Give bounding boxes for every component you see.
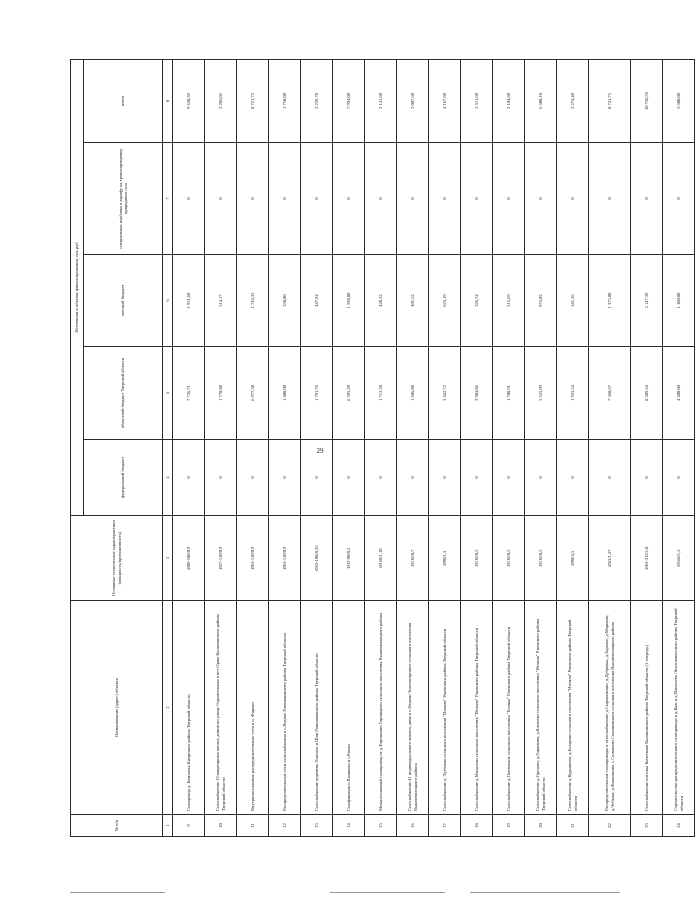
table-row bbox=[461, 59, 493, 836]
cell-total: 2 274,40 bbox=[557, 59, 589, 142]
cell-regional: 1 400,00 bbox=[269, 347, 301, 440]
cell-other: 0 bbox=[365, 143, 397, 255]
cell-federal: 0 bbox=[333, 440, 365, 516]
cell-name: Внутрипоселковые распределительные сети в п. Фирово bbox=[237, 601, 269, 815]
cell-federal: 0 bbox=[205, 440, 237, 516]
cell-total: 2 104,60 bbox=[493, 59, 525, 142]
table-row bbox=[365, 59, 397, 836]
cell-other: 0 bbox=[301, 143, 333, 255]
cell-name: Газопровод д. Камчатка Кимрского района Тверской области bbox=[173, 601, 205, 815]
cell-federal: 0 bbox=[397, 440, 429, 516]
cell-spec: Ø110/0,5 bbox=[525, 516, 557, 601]
cell-federal: 0 bbox=[461, 440, 493, 516]
cell-num: 11 bbox=[237, 815, 269, 837]
scan-edge-line bbox=[70, 892, 165, 893]
cell-spec: Ø110/0,5 bbox=[493, 516, 525, 601]
cell-private: 315,69 bbox=[493, 255, 525, 347]
cell-total: 5 500,00 bbox=[663, 59, 695, 142]
financing-table bbox=[70, 59, 695, 837]
financing-table-rotated bbox=[70, 60, 684, 837]
cell-other: 0 bbox=[397, 143, 429, 255]
cell-federal: 0 bbox=[429, 440, 461, 516]
cell-total: 2 007,60 bbox=[397, 59, 429, 142]
header-total: итого bbox=[84, 59, 163, 142]
cell-total: 9 658,39 bbox=[173, 59, 205, 142]
header-num: № п/п bbox=[71, 815, 163, 837]
column-number: 7 bbox=[163, 143, 173, 255]
cell-other: 0 bbox=[461, 143, 493, 255]
cell-federal: 0 bbox=[557, 440, 589, 516]
column-number: 8 bbox=[163, 59, 173, 142]
cell-name: Строительство распределительного газопровода к д.Каж и д.Михалево Лихославльского района Тверской области bbox=[663, 601, 695, 815]
cell-regional: 1 791,76 bbox=[301, 347, 333, 440]
cell-private: 1 373,08 bbox=[589, 255, 631, 347]
cell-federal: 0 bbox=[269, 440, 301, 516]
cell-name: Газоснабжение д.Курьяново, д.Бозарино сельского поселения "Итомля" Ржевского района Тверской области bbox=[557, 601, 589, 815]
table-row bbox=[525, 59, 557, 836]
cell-spec: Ø160/1,5 bbox=[663, 516, 695, 601]
cell-spec: Ø63-110/0,9 bbox=[269, 516, 301, 601]
cell-regional: 1 933,24 bbox=[557, 347, 589, 440]
column-number: 1 bbox=[163, 815, 173, 837]
cell-total: 8 741,75 bbox=[589, 59, 631, 142]
cell-num: 16 bbox=[397, 815, 429, 837]
cell-private: 526,74 bbox=[461, 255, 493, 347]
cell-num: 23 bbox=[631, 815, 663, 837]
cell-other: 0 bbox=[663, 143, 695, 255]
column-number: 5 bbox=[163, 347, 173, 440]
cell-private: 447,94 bbox=[301, 255, 333, 347]
cell-total: 6 500,10 bbox=[525, 59, 557, 142]
cell-num: 19 bbox=[493, 815, 525, 837]
cell-spec: Ø63-110/0,9 bbox=[237, 516, 269, 601]
cell-federal: 0 bbox=[631, 440, 663, 516]
cell-regional: 7 726,71 bbox=[173, 347, 205, 440]
cell-spec: Ø63-108/0,35 bbox=[301, 516, 333, 601]
cell-private: 1 744,35 bbox=[237, 255, 269, 347]
cell-name: Газификация п.Вышково и г.Ржево bbox=[333, 601, 365, 815]
cell-num: 24 bbox=[663, 815, 695, 837]
cell-regional: 1 712,28 bbox=[365, 347, 397, 440]
cell-private: 625,19 bbox=[429, 255, 461, 347]
cell-spec: Ø160/1,18 bbox=[365, 516, 397, 601]
cell-federal: 0 bbox=[663, 440, 695, 516]
cell-name: Газоснабжение д.Орехово, д.Горшково, д.Клешево сельского поселения "Итомля" Ржевского района Тверской области bbox=[525, 601, 557, 815]
cell-private: 350,00 bbox=[269, 255, 301, 347]
cell-spec: Ø63/1,37 bbox=[589, 516, 631, 601]
cell-name: Распределительные сети газоснабжения в с.Ведное Рамешковского района Тверской области bbox=[269, 601, 301, 815]
header-name: Наименование (адрес) объекта bbox=[71, 601, 163, 815]
cell-other: 0 bbox=[269, 143, 301, 255]
cell-private: 1 100,00 bbox=[663, 255, 695, 347]
table-row bbox=[663, 59, 695, 836]
cell-total: 3 511,60 bbox=[461, 59, 493, 142]
cell-num: 10 bbox=[205, 815, 237, 837]
cell-other: 0 bbox=[237, 143, 269, 255]
table-row bbox=[493, 59, 525, 836]
cell-spec: Ø63-315/1,8 bbox=[631, 516, 663, 601]
cell-name: Газоснабжение д. Тутблево сельского поселения "Итомля" Ржевского района Тверской области bbox=[429, 601, 461, 815]
header-regional: областной бюджет Тверской области bbox=[84, 347, 163, 440]
cell-total: 2 239,70 bbox=[301, 59, 333, 142]
cell-federal: 0 bbox=[589, 440, 631, 516]
page-number: 29 bbox=[316, 447, 324, 455]
cell-regional: 2 984,86 bbox=[461, 347, 493, 440]
cell-regional: 6 977,38 bbox=[237, 347, 269, 440]
cell-num: 14 bbox=[333, 815, 365, 837]
cell-name: Газоснабжение 41 индивидуального жилого дома в с.Федово Зеленогорского сельского поселения Вышневолоцкого района bbox=[397, 601, 429, 815]
column-number: 3 bbox=[163, 516, 173, 601]
cell-num: 22 bbox=[589, 815, 631, 837]
cell-private: 975,02 bbox=[525, 255, 557, 347]
cell-federal: 0 bbox=[493, 440, 525, 516]
cell-regional: 1 770,88 bbox=[205, 347, 237, 440]
cell-num: 17 bbox=[429, 815, 461, 837]
cell-regional: 5 525,09 bbox=[525, 347, 557, 440]
cell-num: 13 bbox=[301, 815, 333, 837]
cell-other: 0 bbox=[525, 143, 557, 255]
cell-name: Распределительные газопроводы к газоснабжению д.Сыроваткино, д.Дубровка, д.Зарочье, д.Марьино, д.Чебыки, д.Филиппово, с.Солошево Солошевского сельского поселения Вышневолоцкого района bbox=[589, 601, 631, 815]
cell-num: 21 bbox=[557, 815, 589, 837]
header-sources-group: Источники и объемы финансирования, тыс.руб bbox=[71, 59, 84, 515]
cell-federal: 0 bbox=[173, 440, 205, 516]
cell-total: 4 167,90 bbox=[429, 59, 461, 142]
table-row bbox=[173, 59, 205, 836]
cell-num: 15 bbox=[365, 815, 397, 837]
cell-total: 8 721,73 bbox=[237, 59, 269, 142]
cell-total: 2 285,05 bbox=[205, 59, 237, 142]
column-number: 2 bbox=[163, 601, 173, 815]
cell-total: 1 750,00 bbox=[269, 59, 301, 142]
cell-private: 428,32 bbox=[365, 255, 397, 347]
cell-spec: Ø90/1,3 bbox=[429, 516, 461, 601]
cell-num: 18 bbox=[461, 815, 493, 837]
table-row bbox=[429, 59, 461, 836]
cell-spec: Ø32-90/0,3 bbox=[333, 516, 365, 601]
cell-num: 12 bbox=[269, 815, 301, 837]
header-federal: федеральный бюджет bbox=[84, 440, 163, 516]
cell-federal: 0 bbox=[301, 440, 333, 516]
cell-regional: 6 395,20 bbox=[333, 347, 365, 440]
table-row bbox=[237, 59, 269, 836]
cell-regional: 3 442,72 bbox=[429, 347, 461, 440]
cell-private: 514,17 bbox=[205, 255, 237, 347]
cell-federal: 0 bbox=[525, 440, 557, 516]
cell-regional: 1 606,08 bbox=[397, 347, 429, 440]
cell-other: 0 bbox=[557, 143, 589, 255]
cell-name: Газоснабжение д.Полтевыне сельского поселения "Есинка" Ржевского района Тверской области bbox=[493, 601, 525, 815]
table-row bbox=[397, 59, 429, 836]
cell-name: Газоснабжение д.Михалево сельского поселения "Итомля" Ржевского района Тверской области bbox=[461, 601, 493, 815]
cell-name: Межпоселковый газопровод от д.Торгошино Горницкого сельского поселения Вышневолоцкого района bbox=[365, 601, 397, 815]
cell-name: Газоснабжение 12-квартирных жилых домов по улице Строительная в пгт Орша Калининского района Тверской области bbox=[205, 601, 237, 815]
header-private: частный бюджет bbox=[84, 255, 163, 347]
table-body bbox=[173, 59, 695, 836]
cell-total: 2 141,60 bbox=[365, 59, 397, 142]
cell-num: 9 bbox=[173, 815, 205, 837]
cell-private: 401,52 bbox=[397, 255, 429, 347]
table-row bbox=[333, 59, 365, 836]
cell-spec: Ø90/4,5 bbox=[557, 516, 589, 601]
cell-name: Газоснабжение деревень Плоское и Шов Рамешковского района Тверской области bbox=[301, 601, 333, 815]
cell-other: 0 bbox=[631, 143, 663, 255]
scan-edge-line bbox=[330, 892, 445, 893]
table-row bbox=[301, 59, 333, 836]
cell-name: Газоснабжение поселка Кочетково Калининского района Тверской области (1 очередь) bbox=[631, 601, 663, 815]
column-number: 4 bbox=[163, 440, 173, 516]
cell-private: 1 598,80 bbox=[333, 255, 365, 347]
cell-regional: 1 788,91 bbox=[493, 347, 525, 440]
cell-spec: Ø110/0,5 bbox=[461, 516, 493, 601]
cell-regional: 4 400,00 bbox=[663, 347, 695, 440]
table-row bbox=[589, 59, 631, 836]
cell-other: 0 bbox=[205, 143, 237, 255]
table-row bbox=[631, 59, 663, 836]
table-row bbox=[205, 59, 237, 836]
scan-edge-line bbox=[470, 892, 620, 893]
header-other: специальная надбавка к тарифу на транспортировку природного газа bbox=[84, 143, 163, 255]
cell-private: 341,16 bbox=[557, 255, 589, 347]
cell-spec: Ø110/0,7 bbox=[397, 516, 429, 601]
cell-other: 0 bbox=[333, 143, 365, 255]
table-row bbox=[269, 59, 301, 836]
cell-regional: 7 368,67 bbox=[589, 347, 631, 440]
cell-other: 0 bbox=[493, 143, 525, 255]
cell-spec: Ø57-110/0,9 bbox=[205, 516, 237, 601]
cell-private: 2 147,39 bbox=[631, 255, 663, 347]
cell-regional: 8 589,54 bbox=[631, 347, 663, 440]
cell-total: 10 736,93 bbox=[631, 59, 663, 142]
cell-federal: 0 bbox=[365, 440, 397, 516]
cell-other: 0 bbox=[589, 143, 631, 255]
cell-other: 0 bbox=[429, 143, 461, 255]
cell-other: 0 bbox=[173, 143, 205, 255]
table-row bbox=[557, 59, 589, 836]
cell-federal: 0 bbox=[237, 440, 269, 516]
cell-total: 7 994,00 bbox=[333, 59, 365, 142]
cell-spec: Ø89-108/0,9 bbox=[173, 516, 205, 601]
cell-private: 1 931,68 bbox=[173, 255, 205, 347]
column-number: 6 bbox=[163, 255, 173, 347]
header-spec: Основные технические характеристики (мощность/протяженность) bbox=[71, 516, 163, 601]
cell-num: 20 bbox=[525, 815, 557, 837]
